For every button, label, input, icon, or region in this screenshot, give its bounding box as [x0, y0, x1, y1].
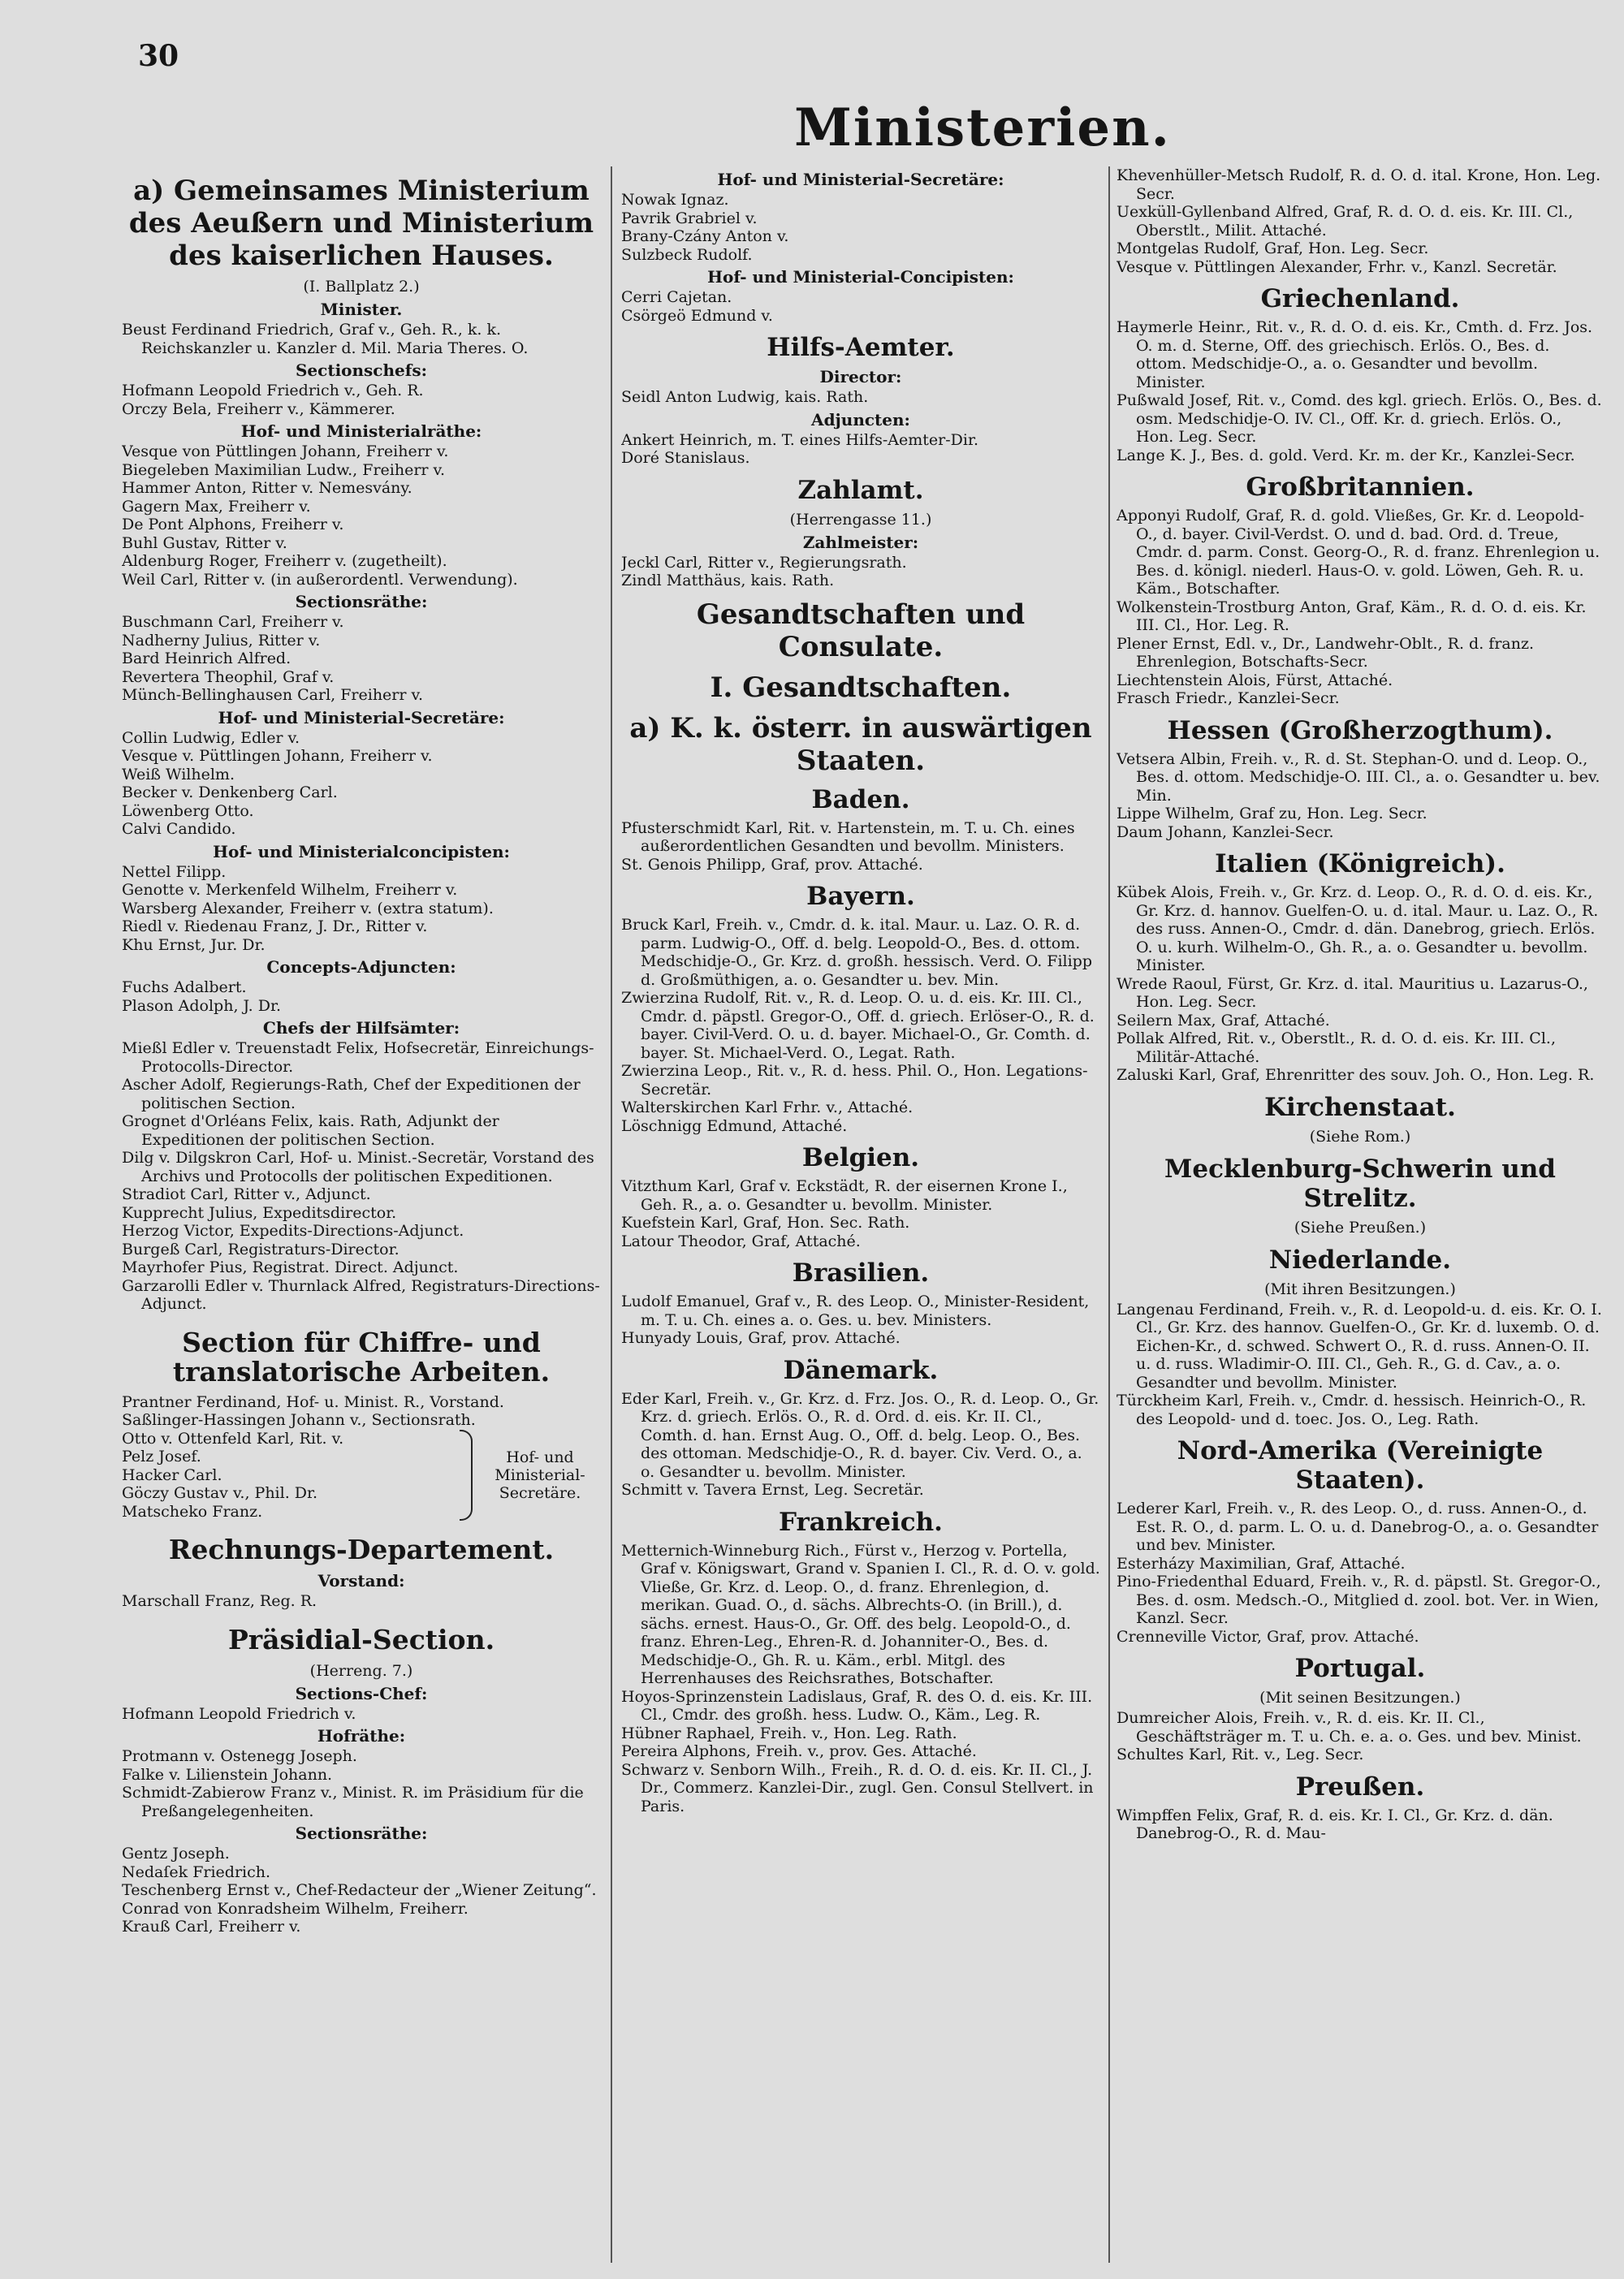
entry: Langenau Ferdinand, Freih. v., R. d. Leopold-u. d. eis. Kr. O. I. Cl., Gr. Krz. des hannov. Guelfen-O., Gr. Kr. d. luxemb. O. d. Eichen-Kr., d. schwed. Schwert O., R. d. russ. Annen-O. II. u. d. russ. Wladimir-O. III. Cl., Geh. R., G. d. Cav., a. o. Gesandter und bevollm. Minister.	[1116, 1300, 1602, 1392]
entry: Pereira Alphons, Freih. v., prov. Ges. Attaché.	[621, 1742, 977, 1760]
address-note: (Mit ihren Besitzungen.)	[1264, 1280, 1456, 1298]
section-heading: Portugal.	[1294, 1654, 1426, 1683]
section-heading: Italien (Königreich).	[1215, 849, 1505, 878]
bracket-list	[122, 1430, 453, 1521]
entry: Hofmann Leopold Friedrich v., Geh. R.	[122, 382, 424, 399]
entry: Conrad von Konradsheim Wilhelm, Freiherr.	[122, 1899, 469, 1918]
entry: Hofmann Leopold Friedrich v.	[122, 1704, 356, 1723]
entry: Gentz Joseph.	[122, 1845, 230, 1862]
entry: Löschnigg Edmund, Attaché.	[621, 1116, 848, 1135]
subheading: Sectionschefs:	[295, 360, 427, 380]
section-heading: Kirchenstaat.	[1264, 1092, 1456, 1122]
entry: Mießl Edler v. Treuenstadt Felix, Hofsecretär, Einreichungs-Protocolls-Director.	[122, 1039, 594, 1076]
entry: Ascher Adolf, Regierungs-Rath, Chef der Expeditionen der politischen Section.	[122, 1076, 581, 1112]
entry: Biegeleben Maximilian Ludw., Freiherr v.	[122, 460, 446, 479]
section-heading: Nord-Amerika (Vereinigte Staaten).	[1177, 1436, 1544, 1495]
entry: Genotte v. Merkenfeld Wilhelm, Freiherr v.	[122, 881, 458, 899]
entry: Dumreicher Alois, Freih. v., R. d. eis. Kr. II. Cl., Geschäftsträger m. T. u. Ch. e. a. o. Ges. und bev. Minist.	[1116, 1709, 1582, 1746]
entry: Otto v. Ottenfeld Karl, Rit. v.	[122, 1429, 344, 1448]
subheading: Hof- und Ministerial-Concipisten:	[707, 267, 1014, 287]
section-heading: Hilfs-Aemter.	[767, 333, 955, 362]
entry: Buschmann Carl, Freiherr v.	[122, 613, 344, 631]
section-heading: Frankreich.	[779, 1507, 943, 1537]
entry: Stradiot Carl, Ritter v., Adjunct.	[122, 1185, 371, 1203]
subheading: Vorstand:	[317, 1571, 405, 1591]
subheading: Hof- und Ministerial-Secretäre:	[717, 170, 1004, 189]
entry: Cerri Cajetan.	[621, 288, 732, 306]
entry: Mayrhofer Pius, Registrat. Direct. Adjunct.	[122, 1258, 459, 1276]
entry: Teschenberg Ernst v., Chef-Redacteur der „Wiener Zeitung“.	[122, 1881, 597, 1899]
section-heading: Gesandtschaften und Consulate.	[696, 598, 1026, 663]
entry: Pußwald Josef, Rit. v., Comd. des kgl. griech. Erlös. O., Bes. d. osm. Medschidje-O. IV. Cl., Off. Kr. d. griech. Erlös. O., Hon. Leg. Secr.	[1116, 391, 1602, 446]
entry: Schmidt-Zabierow Franz v., Minist. R. im Präsidium für die Preßangelegenheiten.	[122, 1784, 584, 1820]
subheading: Hof- und Ministerialconcipisten:	[213, 841, 510, 861]
entry: Falke v. Lilienstein Johann.	[122, 1765, 333, 1784]
entry: Hoyos-Sprinzenstein Ladislaus, Graf, R. des O. d. eis. Kr. III. Cl., Cmdr. des großh. hess. Ludw. O., Käm., Leg. R.	[621, 1687, 1093, 1724]
section-heading: Preußen.	[1295, 1772, 1425, 1802]
entry: Frasch Friedr., Kanzlei-Secr.	[1116, 689, 1340, 707]
entry: Schultes Karl, Rit. v., Leg. Secr.	[1116, 1746, 1364, 1763]
entry: Nedaſek Friedrich.	[122, 1862, 271, 1881]
section-heading: Mecklenburg-Schwerin und Strelitz.	[1164, 1154, 1556, 1213]
entry: Türckheim Karl, Freih. v., Cmdr. d. hessisch. Heinrich-O., R. des Leopold- und d. toec. Jos. O., Leg. Rath.	[1116, 1392, 1587, 1428]
entry: Uexküll-Gyllenband Alfred, Graf, R. d. O. d. eis. Kr. III. Cl., Oberstlt., Milit. Attaché.	[1116, 203, 1574, 240]
subheading: Hof- und Ministerial-Secretäre:	[218, 707, 505, 727]
column-divider	[1108, 166, 1110, 2263]
entry: Calvi Candido.	[122, 820, 236, 838]
entry: Zaluski Karl, Graf, Ehrenritter des souv. Joh. O., Hon. Leg. R.	[1116, 1066, 1595, 1084]
entry: Seilern Max, Graf, Attaché.	[1116, 1011, 1330, 1029]
section-heading: Dänemark.	[783, 1355, 939, 1385]
section-heading: I. Gesandtschaften.	[710, 671, 1012, 704]
entry: Bard Heinrich Alfred.	[122, 650, 292, 667]
entry: Riedl v. Riedenau Franz, J. Dr., Ritter v.	[122, 917, 428, 935]
subheading: Zahlmeister:	[802, 532, 919, 552]
entry: Grognet d'Orléans Felix, kais. Rath, Adjunkt der Expeditionen der politischen Section.	[122, 1112, 499, 1149]
entry: Plason Adolph, J. Dr.	[122, 996, 282, 1015]
entry: Latour Theodor, Graf, Attaché.	[621, 1232, 861, 1250]
column-2	[621, 166, 1100, 2263]
entry: Wrede Raoul, Fürst, Gr. Krz. d. ital. Mauritius u. Lazarus-O., Hon. Leg. Secr.	[1116, 974, 1588, 1011]
entry: Plener Ernst, Edl. v., Dr., Landwehr-Oblt., R. d. franz. Ehrenlegion, Botschafts-Secr.	[1116, 634, 1535, 671]
entry: Münch-Bellinghausen Carl, Freiherr v.	[122, 686, 424, 704]
entry: Brany-Czány Anton v.	[621, 227, 789, 245]
section-heading: Belgien.	[801, 1143, 920, 1172]
entry: Protmann v. Ostenegg Joseph.	[122, 1747, 357, 1765]
section-heading: Präsidial-Section.	[227, 1623, 495, 1655]
entry: Saßlinger-Hassingen Johann v., Sectionsrath.	[122, 1411, 476, 1429]
entry: Hübner Raphael, Freih. v., Hon. Leg. Rath.	[621, 1724, 957, 1742]
entry: Khu Ernst, Jur. Dr.	[122, 935, 266, 954]
entry: Liechtenstein Alois, Fürst, Attaché.	[1116, 671, 1393, 689]
subheading: Chefs der Hilfsämter:	[262, 1018, 460, 1038]
column-1	[122, 166, 601, 2263]
entry: Vitzthum Karl, Graf v. Eckstädt, R. der eisernen Krone I., Geh. R., a. o. Gesandter u. bevollm. Minister.	[621, 1177, 1068, 1214]
subheading: Adjuncten:	[811, 409, 910, 429]
column-3	[1116, 166, 1604, 2263]
entry: St. Genois Philipp, Graf, prov. Attaché.	[621, 855, 923, 874]
entry: Zindl Matthäus, kais. Rath.	[621, 572, 835, 589]
entry: Fuchs Adalbert.	[122, 978, 247, 996]
entry: Collin Ludwig, Edler v.	[122, 728, 300, 747]
entry: Zwierzina Rudolf, Rit. v., R. d. Leop. O. u. d. eis. Kr. III. Cl., Cmdr. d. päpstl. Gregor-O., Off. d. griech. Erlöser-O., R. d. bayer. Civil-Verd. O. u. d. bayer. Michael-O., Gr. Comth. d. bayer. St. Michael-Verd. O., Legat. Rath.	[621, 989, 1095, 1062]
entry: Dilg v. Dilgskron Carl, Hof- u. Minist.-Secretär, Vorstand des Archivs und Protocolls der politischen Expeditionen.	[122, 1149, 594, 1185]
subheading: Hof- und Ministerialräthe:	[240, 421, 482, 441]
entry: Montgelas Rudolf, Graf, Hon. Leg. Secr.	[1116, 240, 1429, 257]
entry: Csörgeö Edmund v.	[621, 306, 773, 325]
subheading: Director:	[819, 367, 902, 386]
entry: Nettel Filipp.	[122, 862, 227, 881]
entry: Sulzbeck Rudolf.	[621, 245, 753, 264]
entry: Göczy Gustav v., Phil. Dr.	[122, 1484, 318, 1502]
entry: Ludolf Emanuel, Graf v., R. des Leop. O., Minister-Resident, m. T. u. Ch. eines a. o. Ges. u. bev. Ministers.	[621, 1293, 1090, 1329]
entry: Crenneville Victor, Graf, prov. Attaché.	[1116, 1627, 1419, 1646]
section-heading: Hessen (Großherzogthum).	[1167, 715, 1553, 745]
entry: Schmitt v. Tavera Ernst, Leg. Secretär.	[621, 1481, 924, 1499]
subheading: Sectionsräthe:	[295, 592, 428, 611]
entry: Becker v. Denkenberg Carl.	[122, 783, 338, 801]
entry: Burgeß Carl, Registraturs-Director.	[122, 1240, 400, 1258]
address-note: (Siehe Preußen.)	[1294, 1218, 1427, 1237]
entry: Haymerle Heinr., Rit. v., R. d. O. d. eis. Kr., Cmth. d. Frz. Jos. O. m. d. Sterne, Off. des griechisch. Erlös. O., Bes. d. ottom. Medschidje-O., a. o. Gesandter und bevollm. Minister.	[1116, 318, 1593, 391]
bracket-group	[122, 1430, 601, 1521]
entry: Hunyady Louis, Graf, prov. Attaché.	[621, 1329, 901, 1347]
entry: Hammer Anton, Ritter v. Nemesvány.	[122, 479, 412, 497]
subheading: Minister.	[320, 300, 403, 319]
entry: Ankert Heinrich, m. T. eines Hilfs-Aemter-Dir.	[621, 430, 978, 449]
page-number: 30	[138, 39, 179, 73]
entry: Revertera Theophil, Graf v.	[122, 667, 335, 686]
address-note: (I. Ballplatz 2.)	[303, 278, 420, 296]
entry: Aldenburg Roger, Freiherr v. (zugetheilt).	[122, 552, 447, 570]
entry: Herzog Victor, Expedits-Directions-Adjunct.	[122, 1222, 464, 1240]
subheading: Hofräthe:	[317, 1726, 406, 1746]
entry: Pavrik Grabriel v.	[621, 209, 758, 227]
entry: Doré Stanislaus.	[621, 449, 750, 467]
entry: Marschall Franz, Reg. R.	[122, 1592, 317, 1610]
entry: Eder Karl, Freih. v., Gr. Krz. d. Frz. Jos. O., R. d. Leop. O., Gr. Krz. d. griech. Erlös. O., R. d. Ord. d. eis. Kr. II. Cl., Comth. d. han. Ernst Aug. O., Off. d. belg. Leop. O., Bes. des ottoman. Medschidje-O., R. d. bayer. Civ. Verd. O., a. o. Gesandter u. bevollm. Minister.	[621, 1389, 1099, 1481]
entry: Kuefstein Karl, Graf, Hon. Sec. Rath.	[621, 1214, 910, 1232]
entry: Beust Ferdinand Friedrich, Graf v., Geh. R., k. k. Reichskanzler u. Kanzler d. Mil. Maria Theres. O.	[122, 321, 529, 357]
entry: Krauß Carl, Freiherr v.	[122, 1918, 301, 1936]
entry: Bruck Karl, Freih. v., Cmdr. d. k. ital. Maur. u. Laz. O. R. d. parm. Ludwig-O., Off. d. belg. Leopold-O., Bes. d. ottom. Medschidje-O., Gr. Krz. d. großh. hessisch. Verd. O. Filipp d. Großmüthigen, a. o. Gesandter u. bev. Min.	[621, 916, 1093, 989]
brace-icon	[460, 1430, 473, 1521]
page-title: Ministerien.	[794, 97, 1171, 158]
entry: Wimpffen Felix, Graf, R. d. eis. Kr. I. Cl., Gr. Krz. d. dän. Danebrog-O., R. d. Mau-	[1116, 1806, 1553, 1842]
entry: Esterházy Maximilian, Graf, Attaché.	[1116, 1554, 1406, 1573]
section-heading: a) K. k. österr. in auswärtigen Staaten.	[629, 711, 1092, 777]
entry: Orczy Bela, Freiherr v., Kämmerer.	[122, 399, 395, 418]
entry: Walterskirchen Karl Frhr. v., Attaché.	[621, 1098, 914, 1116]
bracket-note: Hof- und Ministerial-Secretäre.	[495, 1448, 585, 1502]
entry: Matscheko Franz.	[122, 1502, 263, 1521]
section-heading: a) Gemeinsames Ministerium des Aeußern und Ministerium des kaiserlichen Hauses.	[128, 175, 594, 272]
entry: Lange K. J., Bes. d. gold. Verd. Kr. m. der Kr., Kanzlei-Secr.	[1116, 446, 1575, 464]
entry: Gagern Max, Freiherr v.	[122, 497, 311, 516]
entry: Jeckl Carl, Ritter v., Regierungsrath.	[621, 553, 907, 572]
entry: Weil Carl, Ritter v. (in außerordentl. Verwendung).	[122, 570, 518, 589]
entry: Apponyi Rudolf, Graf, R. d. gold. Vließes, Gr. Kr. d. Leopold-O., d. bayer. Civil-Verdst. O. und d. bad. Ord. d. Treue, Cmdr. d. parm. Const. Georg-O., R. d. franz. Ehrenlegion u. Bes. d. königl. niederl. Haus-O. v. gold. Löwen, Geh. R. u. Käm., Botschafter.	[1116, 507, 1600, 598]
entry: Weiß Wilhelm.	[122, 765, 235, 783]
section-heading: Zahlamt.	[797, 475, 924, 505]
entry: Vetsera Albin, Freih. v., R. d. St. Stephan-O. und d. Leop. O., Bes. d. ottom. Medschidje-O. III. Cl., a. o. Gesandter u. bev. Min.	[1116, 749, 1600, 805]
entry: Kübek Alois, Freih. v., Gr. Krz. d. Leop. O., R. d. O. d. eis. Kr., Gr. Krz. d. hannov. Guelfen-O. u. d. ital. Maur. u. Laz. O., R. des russ. Annen-O., Cmdr. d. dän. Danebrog, griech. Erlös. O. u. kurh. Wilhelm-O., Gh. R., a. o. Gesandter u. bevollm. Minister.	[1116, 883, 1599, 974]
entry: Pelz Josef.	[122, 1448, 201, 1465]
entry: Prantner Ferdinand, Hof- u. Minist. R., Vorstand.	[122, 1392, 504, 1411]
entry: Pino-Friedenthal Eduard, Freih. v., R. d. päpstl. St. Gregor-O., Bes. d. osm. Medsch.-O., Mitglied d. zool. bot. Ver. in Wien, Kanzl. Secr.	[1116, 1573, 1601, 1627]
section-heading: Großbritannien.	[1246, 473, 1475, 502]
subheading: Sectionsräthe:	[295, 1824, 428, 1843]
entry: Hacker Carl.	[122, 1465, 222, 1484]
entry: Vesque v. Püttlingen Johann, Freiherr v.	[122, 747, 433, 765]
address-note: (Herreng. 7.)	[309, 1661, 413, 1680]
entry: Buhl Gustav, Ritter v.	[122, 533, 287, 552]
entry: Schwarz v. Senborn Wilh., Freih., R. d. O. d. eis. Kr. II. Cl., J. Dr., Commerz. Kanzlei-Dir., zugl. Gen. Consul Stellvert. in Paris.	[621, 1760, 1094, 1815]
section-heading: Brasilien.	[792, 1258, 930, 1288]
entry: De Pont Alphons, Freiherr v.	[122, 516, 344, 533]
entry: Löwenberg Otto.	[122, 801, 254, 820]
section-heading: Section für Chiffre- und translatorische Arbeiten.	[172, 1326, 551, 1388]
column-divider	[611, 166, 612, 2263]
entry: Nadherny Julius, Ritter v.	[122, 631, 321, 650]
entry: Pollak Alfred, Rit. v., Oberstlt., R. d. O. d. eis. Kr. III. Cl., Militär-Attaché.	[1116, 1029, 1556, 1066]
entry: Garzarolli Edler v. Thurnlack Alfred, Registraturs-Directions-Adjunct.	[122, 1276, 600, 1313]
entry: Wolkenstein-Trostburg Anton, Graf, Käm., R. d. O. d. eis. Kr. III. Cl., Hor. Leg. R.	[1116, 598, 1587, 634]
entry: Daum Johann, Kanzlei-Secr.	[1116, 822, 1334, 841]
entry: Seidl Anton Ludwig, kais. Rath.	[621, 388, 869, 406]
entry: Khevenhüller-Metsch Rudolf, R. d. O. d. ital. Krone, Hon. Leg. Secr.	[1116, 166, 1601, 203]
entry: Lederer Karl, Freih. v., R. des Leop. O., d. russ. Annen-O., d. Est. R. O., d. parm. L. O. u. d. Danebrog-O., a. o. Gesandter und bev. Minister.	[1116, 1500, 1599, 1554]
entry: Nowak Ignaz.	[621, 191, 729, 209]
section-heading: Rechnungs-Departement.	[168, 1534, 555, 1565]
section-heading: Baden.	[811, 784, 910, 814]
entry: Pfusterschmidt Karl, Rit. v. Hartenstein, m. T. u. Ch. eines außerordentlichen Gesandten und bevollm. Ministers.	[621, 818, 1075, 855]
section-heading: Griechenland.	[1260, 284, 1460, 313]
entry: Kupprecht Julius, Expeditsdirector.	[122, 1203, 397, 1222]
section-heading: Niederlande.	[1268, 1245, 1452, 1275]
subheading: Concepts-Adjuncten:	[266, 957, 456, 977]
subheading: Sections-Chef:	[295, 1683, 428, 1703]
address-note: (Siehe Rom.)	[1309, 1127, 1411, 1146]
address-note: (Herrengasse 11.)	[789, 510, 932, 529]
entry: Vesque v. Püttlingen Alexander, Frhr. v., Kanzl. Secretär.	[1116, 257, 1557, 276]
entry: Vesque von Püttlingen Johann, Freiherr v.	[122, 442, 449, 460]
entry: Zwierzina Leop., Rit. v., R. d. hess. Phil. O., Hon. Legations-Secretär.	[621, 1062, 1088, 1098]
section-heading: Bayern.	[806, 882, 915, 911]
entry: Lippe Wilhelm, Graf zu, Hon. Leg. Secr.	[1116, 805, 1427, 822]
address-note: (Mit seinen Besitzungen.)	[1259, 1689, 1461, 1707]
entry: Warsberg Alexander, Freiherr v. (extra statum).	[122, 899, 494, 917]
entry: Metternich-Winneburg Rich., Fürst v., Herzog v. Portella, Graf v. Königswart, Grand v. Spanien I. Cl., R. d. O. v. gold. Vließe, Gr. Krz. d. Leop. O., d. franz. Ehrenlegion, d. merikan. Guad. O., d. sächs. Albrechts-O. (in Brill.), d. sächs. ernest. Haus-O., Gr. Off. des belg. Leopold-O., d. franz. Ehren-Leg., Ehren-R. d. Johanniter-O., Bes. d. Medschidje-O., Gh. R. u. Käm., erbl. Mitgl. des Herrenhauses des Reichsrathes, Botschafter.	[621, 1541, 1100, 1687]
